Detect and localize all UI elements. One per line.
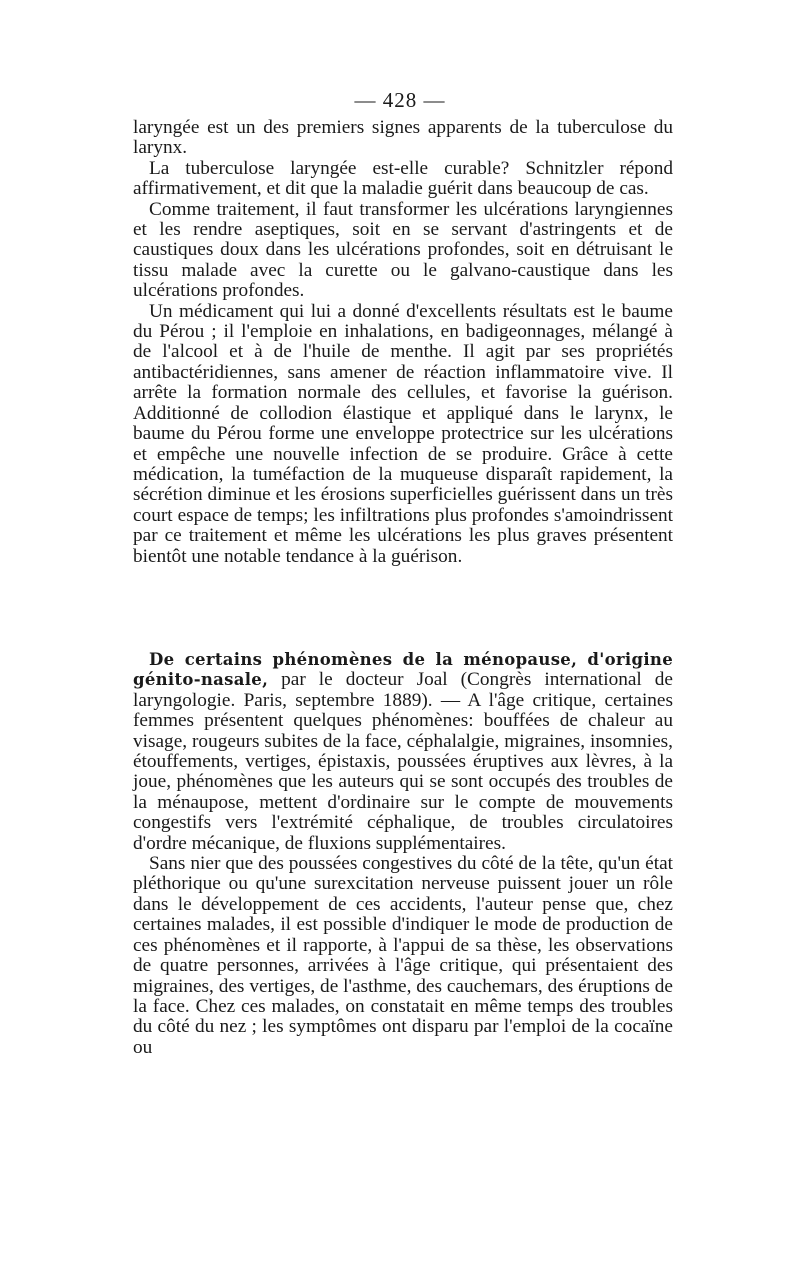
- paragraph-peru-balsam: Un médicament qui lui a donné d'excellents résultats est le baume du Pérou ; il l'emploie en inhalations, en badigeonnages, mélangé à de l'alcool et à de l'huile de menthe. Il agit par ses propriétés antibactéridiennes, sans amener de réaction inflammatoire vive. Il arrête la formation normale des cellules, et favorise la guérison. Additionné de collodion élastique et appliqué dans le larynx, le baume du Pérou forme une enveloppe protectrice sur les ulcérations et empêche une nouvelle infection de se produire. Grâce à cette médication, la tuméfaction de la muqueuse disparaît rapidement, la sécrétion diminue et les érosions superficielles guérissent dans un très court espace de temps; les infiltrations plus profondes s'amoindrissent par ce traitement et même les ulcérations les plus graves présentent bientôt une notable tendance à la guérison.: [133, 300, 673, 567]
- section-title: De certains phénomènes de la ménopause, d'origine génito-nasale,: [133, 650, 673, 690]
- paragraph-continuation: laryngée est un des premiers signes apparents de la tuberculose du larynx.: [133, 117, 673, 159]
- section-intro-text: par le docteur Joal (Congrès international de laryngologie. Paris, septembre 1889). — A l'âge critique, certaines femmes présentent quelques phénomènes: bouffées de chaleur au visage, rougeurs subites de la face, céphalalgie, migraines, insomnies, étouffements, vertiges, épistaxis, poussées éruptives aux lèvres, à la joue, phénomènes que les auteurs qui se sont occupés des troubles de la ménaupose, mettent d'ordinaire sur le compte de mouvements congestifs vers l'extrémité céphalique, de troubles circulatoires d'ordre mécanique, de fluxions supplémentaires.: [133, 669, 673, 854]
- paragraph-treatment: Comme traitement, il faut transformer les ulcérations laryngiennes et les rendre aseptiques, soit en se servant d'astringents et de caustiques doux dans les ulcérations profondes, soit en détruisant le tissu malade avec la curette ou le galvano-caustique dans les ulcérations profondes.: [133, 198, 673, 302]
- section-paragraph: Sans nier que des poussées congestives du côté de la tête, qu'un état pléthorique ou qu'une surexcitation nerveuse puissent jouer un rôle dans le développement de ces accidents, l'auteur pense que, chez certaines malades, il est possible d'indiquer le mode de production de ces phénomènes et il rapporte, à l'appui de sa thèse, les observations de quatre personnes, arrivées à l'âge critique, qui présentaient des migraines, des vertiges, de l'asthme, des cauchemars, des éruptions de la face. Chez ces malades, on constatait en même temps des troubles du côté du nez ; les symptômes ont disparu par l'emploi de la cocaïne ou: [133, 853, 673, 1058]
- paragraph-curability: La tuberculose laryngée est-elle curable? Schnitzler répond affirmativement, et dit que la maladie guérit dans beaucoup de cas.: [133, 157, 673, 200]
- section-text-block: [133, 650, 673, 1058]
- page-number: — 428 —: [354, 88, 446, 112]
- top-text-block: [133, 118, 673, 567]
- section-intro-paragraph: [133, 650, 673, 854]
